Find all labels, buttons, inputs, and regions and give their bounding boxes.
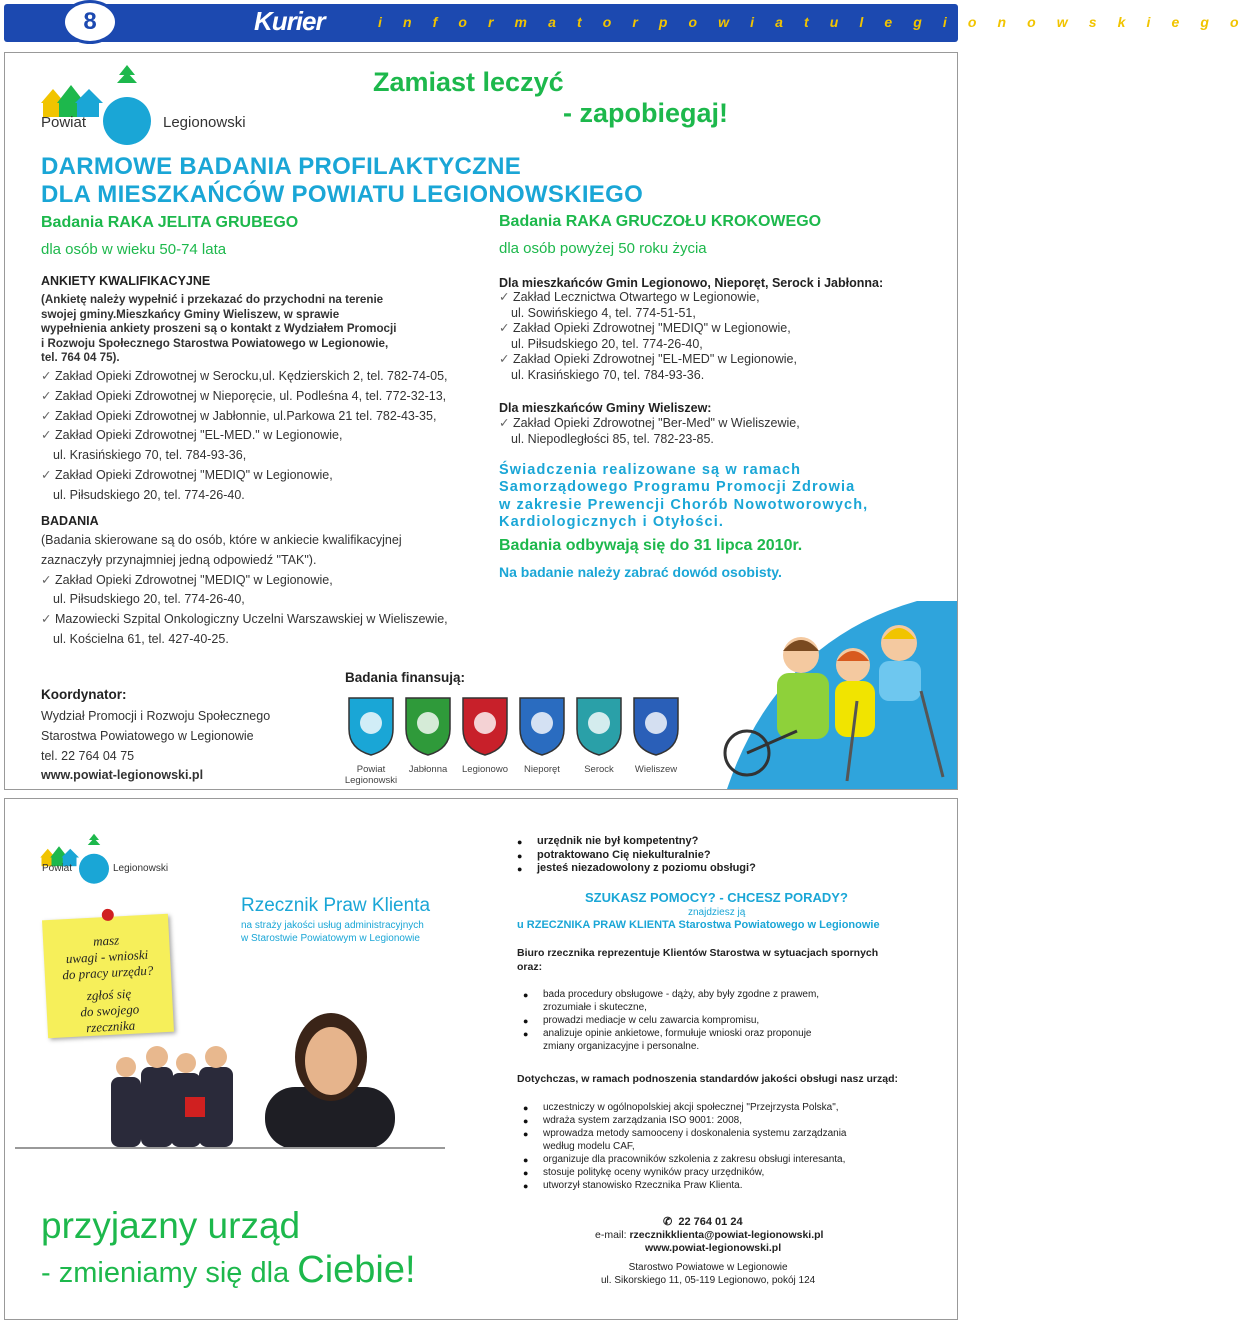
list-item	[543, 1127, 847, 1153]
crest-label: Jabłonna	[408, 764, 448, 775]
dotychczas-heading: Dotychczas, w ramach podnoszenia standardów jakości obsługi nasz urząd:	[517, 1073, 899, 1085]
list-item: ✓ Zakład Opieki Zdrowotnej w Serocku,ul. Kędzierskich 2, tel. 782-74-05,	[41, 367, 448, 387]
note-line: rzecznika	[85, 1017, 136, 1036]
note-line: uwagi - wnioski	[65, 946, 149, 967]
crest-shield-icon	[574, 695, 624, 757]
text-line: Samorządowego Programu Promocji Zdrowia	[499, 479, 856, 496]
text-line: i Rozwoju Społecznego Starostwa Powiatowego w Legionowie,	[41, 336, 389, 350]
powiat-logo-icon	[39, 831, 114, 887]
text-line: Wydział Promocji i Rozwoju Społecznego	[41, 709, 271, 723]
text-line: według modelu CAF,	[543, 1141, 635, 1152]
newspaper-title: Kurier	[254, 6, 325, 36]
list-item: ul. Sowińskiego 4, tel. 774-51-51,	[511, 305, 696, 320]
biuro-text	[517, 946, 878, 974]
slogan-line-1: Zamiast leczyć	[373, 67, 564, 97]
text-line: zrozumiałe i skuteczne,	[543, 1002, 647, 1013]
list-item: ul. Kościelna 61, tel. 427-40-25.	[53, 631, 229, 646]
note-line: do pracy urzędu?	[61, 962, 154, 983]
slogan-emphasis: Ciebie!	[297, 1249, 416, 1291]
crest-label: Wieliszew	[634, 764, 678, 775]
list-item: ✓ Zakład Lecznictwa Otwartego w Legionowie,	[499, 290, 797, 306]
list-item: ul. Niepodległości 85, tel. 782-23-85.	[511, 431, 714, 446]
list-item	[543, 988, 819, 1014]
list-item: ul. Piłsudskiego 20, tel. 774-26-40,	[511, 336, 703, 351]
text-line: oraz:	[517, 961, 543, 973]
text-line: ● analizuje opinie ankietowe, formułuje wnioski oraz proponuje	[543, 1028, 812, 1039]
crest-label: Nieporęt	[524, 764, 560, 775]
list-item: ● urzędnik nie był kompetentny?	[537, 835, 756, 849]
main-title-1: DARMOWE BADANIA PROFILAKTYCZNE	[41, 153, 522, 180]
id-note: Na badanie należy zabrać dowód osobisty.	[499, 564, 782, 580]
text-line: Starostwa Powiatowego w Legionowie	[41, 728, 254, 743]
ombudsman-subtitle	[241, 919, 424, 945]
team-photo	[105, 1007, 445, 1149]
list-item: ● potraktowano Cię niekulturalnie?	[537, 849, 756, 863]
text-line: (Badania skierowane są do osób, które w ankiecie kwalifikacyjnej	[41, 533, 402, 547]
biuro-list	[543, 988, 819, 1053]
help-subtext: znajdziesz ją	[688, 907, 746, 918]
crest-1	[400, 695, 456, 775]
badania-heading: BADANIA	[41, 514, 99, 528]
text-line: (Ankietę należy wypełnić i przekazać do przychodni na terenie	[41, 293, 384, 306]
list-item: ● stosuje politykę oceny wyników pracy urzędników,	[543, 1166, 847, 1179]
list-item: ● prowadzi mediacje w celu zawarcia kompromisu,	[543, 1014, 819, 1027]
powiat-logo-small	[39, 831, 114, 892]
right-subheading: dla osób powyżej 50 roku życia	[499, 240, 707, 257]
badania-list	[41, 531, 448, 650]
list-item: ul. Piłsudskiego 20, tel. 774-26-40,	[53, 592, 245, 607]
list-item: ul. Krasińskiego 70, tel. 784-93-36,	[53, 448, 247, 463]
list-item: ✓ Zakład Opieki Zdrowotnej "Ber-Med" w Wieliszewie,	[499, 416, 800, 432]
text-line: w Starostwie Powiatowym w Legionowie	[241, 933, 420, 944]
address	[601, 1261, 815, 1287]
coordinator-info	[41, 707, 270, 786]
coordinator-website[interactable]: www.powiat-legionowski.pl	[41, 768, 204, 783]
list-item: ● uczestniczy w ogólnopolskiej akcji społecznej "Przejrzysta Polska",	[543, 1101, 847, 1114]
text-line: Świadczenia realizowane są w ramach	[499, 462, 802, 478]
crest-shield-icon	[460, 695, 510, 757]
crest-label: Legionowo	[462, 764, 508, 775]
powiat-logo	[39, 63, 159, 153]
help-heading-2: u RZECZNIKA PRAW KLIENTA Starostwa Powiatowego w Legionowie	[517, 919, 880, 931]
ankiety-heading: ANKIETY KWALIFIKACYJNE	[41, 274, 211, 288]
text-line: w zakresie Prewencji Chorób Nowotworowych,	[499, 496, 869, 513]
logo-text-left: Powiat	[41, 114, 87, 131]
list-item: ✓ Zakład Opieki Zdrowotnej "MEDIQ" w Legionowie,	[41, 571, 448, 591]
text-line: Kardiologicznych i Otyłości.	[499, 513, 724, 530]
crest-2	[457, 695, 513, 775]
list-item: ✓ Zakład Opieki Zdrowotnej w Nieporęcie, ul. Podleśna 4, tel. 772-32-13,	[41, 387, 448, 407]
list-item: ✓ Zakład Opieki Zdrowotnej "MEDIQ" w Legionowie,	[499, 321, 797, 337]
newspaper-tagline: i n f o r m a t o r p o w i a t u l e g i o n o w s k i e g o	[378, 14, 1247, 30]
phone-number[interactable]: 22 764 01 24	[678, 1216, 743, 1228]
page-number: 8	[62, 0, 118, 44]
logo-text-right: Legionowski	[163, 114, 246, 131]
text-line: tel. 764 04 75).	[41, 351, 120, 364]
left-subheading: dla osób w wieku 50-74 lata	[41, 241, 227, 258]
list-item: ul. Piłsudskiego 20, tel. 774-26-40.	[53, 487, 245, 502]
text-line: zaznaczyły przynajmniej jedną odpowiedź "TAK").	[41, 552, 317, 567]
main-title-2: DLA MIESZKAŃCÓW POWIATU LEGIONOWSKIEGO	[41, 181, 644, 208]
big-slogan-1: przyjazny urząd	[41, 1205, 301, 1246]
wieliszew-list	[499, 416, 800, 447]
list-item: ● utworzył stanowisko Rzecznika Praw Klienta.	[543, 1179, 847, 1192]
list-item: ● jesteś niezadowolony z poziomu obsługi?	[537, 862, 756, 876]
note-line: do swojego	[80, 1001, 140, 1020]
big-slogan-2	[41, 1249, 416, 1292]
logo-text-right: Legionowski	[113, 863, 169, 874]
text-line: na straży jakości usług administracyjnych	[241, 920, 424, 931]
crests-row	[343, 695, 693, 785]
financing-heading: Badania finansują:	[345, 670, 466, 685]
list-item: ✓ Zakład Opieki Zdrowotnej "EL-MED." w Legionowie,	[41, 426, 448, 446]
note-line: masz	[92, 932, 120, 949]
health-screening-ad	[4, 52, 958, 790]
list-item: ✓ Zakład Opieki Zdrowotnej w Jabłonnie, ul.Parkowa 21 tel. 782-43-35,	[41, 407, 448, 427]
text-line: tel. 22 764 04 75	[41, 748, 135, 763]
program-text	[499, 462, 868, 531]
list-item	[543, 1027, 819, 1053]
crest-shield-icon	[346, 695, 396, 757]
wieliszew-heading: Dla mieszkańców Gminy Wieliszew:	[499, 401, 712, 415]
help-heading: SZUKASZ POMOCY? - CHCESZ PORADY?	[585, 890, 848, 905]
text-line: ● bada procedury obsługowe - dąży, aby były zgodne z prawem,	[543, 989, 820, 1000]
coordinator-heading: Koordynator:	[41, 687, 127, 702]
list-item: ● organizuje dla pracowników szkolenia z zakresu obsługi interesanta,	[543, 1153, 847, 1166]
crest-shield-icon	[403, 695, 453, 757]
deadline-note: Badania odbywają się do 31 lipca 2010r.	[499, 537, 803, 554]
ankiety-list	[41, 367, 448, 506]
crest-label: Serock	[584, 764, 614, 775]
text-line: Biuro rzecznika reprezentuje Klientów Starostwa w sytuacjach spornych	[517, 947, 879, 959]
crest-4	[571, 695, 627, 775]
logo-text-left: Powiat	[42, 863, 73, 874]
phone-row	[663, 1215, 743, 1228]
note-line: zgłoś się	[86, 985, 132, 1004]
website-link[interactable]: www.powiat-legionowski.pl	[645, 1242, 782, 1254]
text-line: ul. Sikorskiego 11, 05-119 Legionowo, pokój 124	[601, 1275, 816, 1286]
slogan-line-2: - zapobiegaj!	[563, 98, 729, 128]
ankiety-intro	[41, 293, 396, 366]
text-line: ● wprowadza metody samooceny i doskonalenia systemu zarządzania	[543, 1128, 847, 1139]
left-heading: Badania RAKA JELITA GRUBEGO	[41, 214, 299, 231]
crest-0	[343, 695, 399, 786]
ombudsman-title: Rzecznik Praw Klienta	[241, 895, 431, 916]
list-item: ● wdraża system zarządzania ISO 9001: 2008,	[543, 1114, 847, 1127]
text-line: zmiany organizacyjne i personalne.	[543, 1041, 700, 1052]
crest-shield-icon	[631, 695, 681, 757]
powiat-logo-icon	[39, 63, 159, 148]
text-line: swojej gminy.Mieszkańcy Gminy Wieliszew, w sprawie	[41, 307, 340, 321]
dotychczas-list	[543, 1101, 847, 1192]
crest-5	[628, 695, 684, 775]
divider	[15, 1147, 445, 1149]
right-heading: Badania RAKA GRUCZOŁU KROKOWEGO	[499, 213, 822, 230]
phone-icon: ✆	[663, 1216, 673, 1228]
text-line: Starostwo Powiatowe w Legionowie	[628, 1262, 788, 1273]
client-ombudsman-ad	[4, 798, 958, 1320]
crest-3	[514, 695, 570, 775]
crest-label: Powiat Legionowski	[344, 764, 398, 786]
text-line: wypełnienia ankiety proszeni są o kontakt z Wydziałem Promocji	[41, 322, 397, 335]
list-item: ul. Krasińskiego 70, tel. 784-93-36.	[511, 367, 705, 382]
gmin-list	[499, 290, 797, 384]
gmin-heading: Dla mieszkańców Gmin Legionowo, Nieporęt, Serock i Jabłonna:	[499, 276, 884, 290]
email-link[interactable]: rzecznikklienta@powiat-legionowski.pl	[629, 1229, 824, 1241]
crest-shield-icon	[517, 695, 567, 757]
list-item: ✓ Mazowiecki Szpital Onkologiczny Uczelni Warszawskiej w Wieliszewie,	[41, 610, 448, 630]
questions-list	[537, 835, 756, 876]
list-item: ✓ Zakład Opieki Zdrowotnej "MEDIQ" w Legionowie,	[41, 466, 448, 486]
seniors-illustration	[717, 581, 957, 789]
list-item: ✓ Zakład Opieki Zdrowotnej "EL-MED" w Legionowie,	[499, 352, 797, 368]
email-row	[595, 1229, 823, 1241]
email-label: e-mail:	[595, 1229, 627, 1241]
slogan-part: - zmieniamy się dla	[41, 1257, 298, 1289]
